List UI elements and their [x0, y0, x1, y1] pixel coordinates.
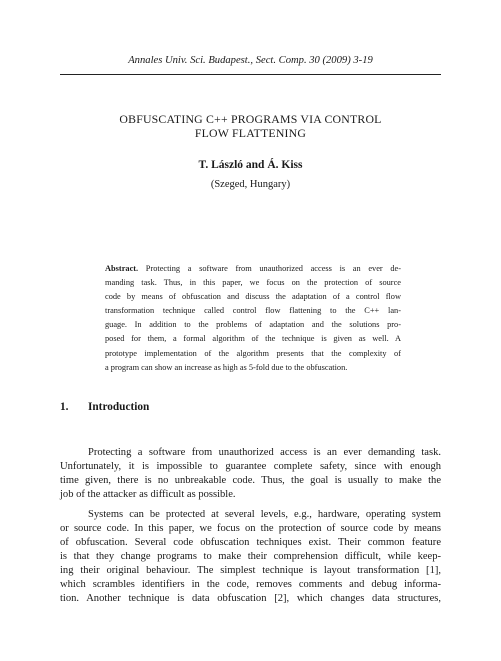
- title-line-1: OBFUSCATING C++ PROGRAMS VIA CONTROL: [119, 112, 382, 126]
- body-line: time given, there is no unbreakable code. Thus, the goal is usually to make the: [60, 475, 441, 487]
- body-line: ing their original behaviour. The simplest technique is layout transformation [1],: [60, 565, 441, 577]
- abstract-line: posed for them, a formal algorithm of the technique is given as well. A: [105, 334, 401, 344]
- abstract-line: Abstract. Protecting a software from unauthorized access is an ever de-: [105, 264, 401, 273]
- body-line: job of the attacker as difficult as possible.: [60, 489, 236, 501]
- paper-title: [60, 112, 441, 140]
- body-line: of obfuscation. Several code obfuscation techniques exist. Their common feature: [60, 537, 441, 549]
- abstract-line: code by means of obfuscation and discuss the adaptation of a control flow: [105, 292, 401, 302]
- affiliation: (Szeged, Hungary): [210, 179, 291, 190]
- body-line: Systems can be protected at several levels, e.g., hardware, operating system: [88, 509, 441, 521]
- section-title: Introduction: [88, 401, 150, 413]
- body-line: Protecting a software from unauthorized access is an ever demanding task.: [88, 447, 441, 458]
- abstract-line: a program can show an increase as high as 5-fold due to the obfuscation.: [105, 362, 348, 372]
- authors: T. László and Á. Kiss: [198, 159, 303, 171]
- body-line: which scrambles identifiers in the code, removes comments and debug informa-: [60, 579, 441, 591]
- abstract-line: transformation technique called control flow flattening to the C++ lan-: [105, 306, 401, 316]
- abstract-line: prototype implementation of the algorithm presents that the complexity of: [105, 348, 401, 358]
- body-line: or source code. In this paper, we focus on the protection of source code by means: [60, 523, 441, 535]
- abstract-line: manding task. Thus, in this paper, we focus on the protection of source: [105, 278, 401, 288]
- abstract-label: Abstract.: [105, 264, 139, 273]
- body-line: is that they change programs to make their comprehension difficult, while keep-: [60, 551, 441, 563]
- body-line: Unfortunately, it is impossible to guarantee complete safety, since with enough: [60, 461, 441, 473]
- section-number: 1.: [60, 401, 69, 413]
- section-heading-introduction: [60, 400, 149, 414]
- running-head: Annales Univ. Sci. Budapest., Sect. Comp. 30 (2009) 3-19: [128, 55, 373, 66]
- title-line-2: FLOW FLATTENING: [194, 126, 307, 140]
- body-text: [60, 446, 441, 607]
- abstract-line: guage. In addition to the problems of adaptation and the solutions pro-: [105, 320, 401, 330]
- body-line: tion. Another technique is data obfuscation [2], which changes data structures,: [60, 593, 441, 605]
- abstract: [105, 262, 401, 375]
- header-rule: [60, 74, 441, 75]
